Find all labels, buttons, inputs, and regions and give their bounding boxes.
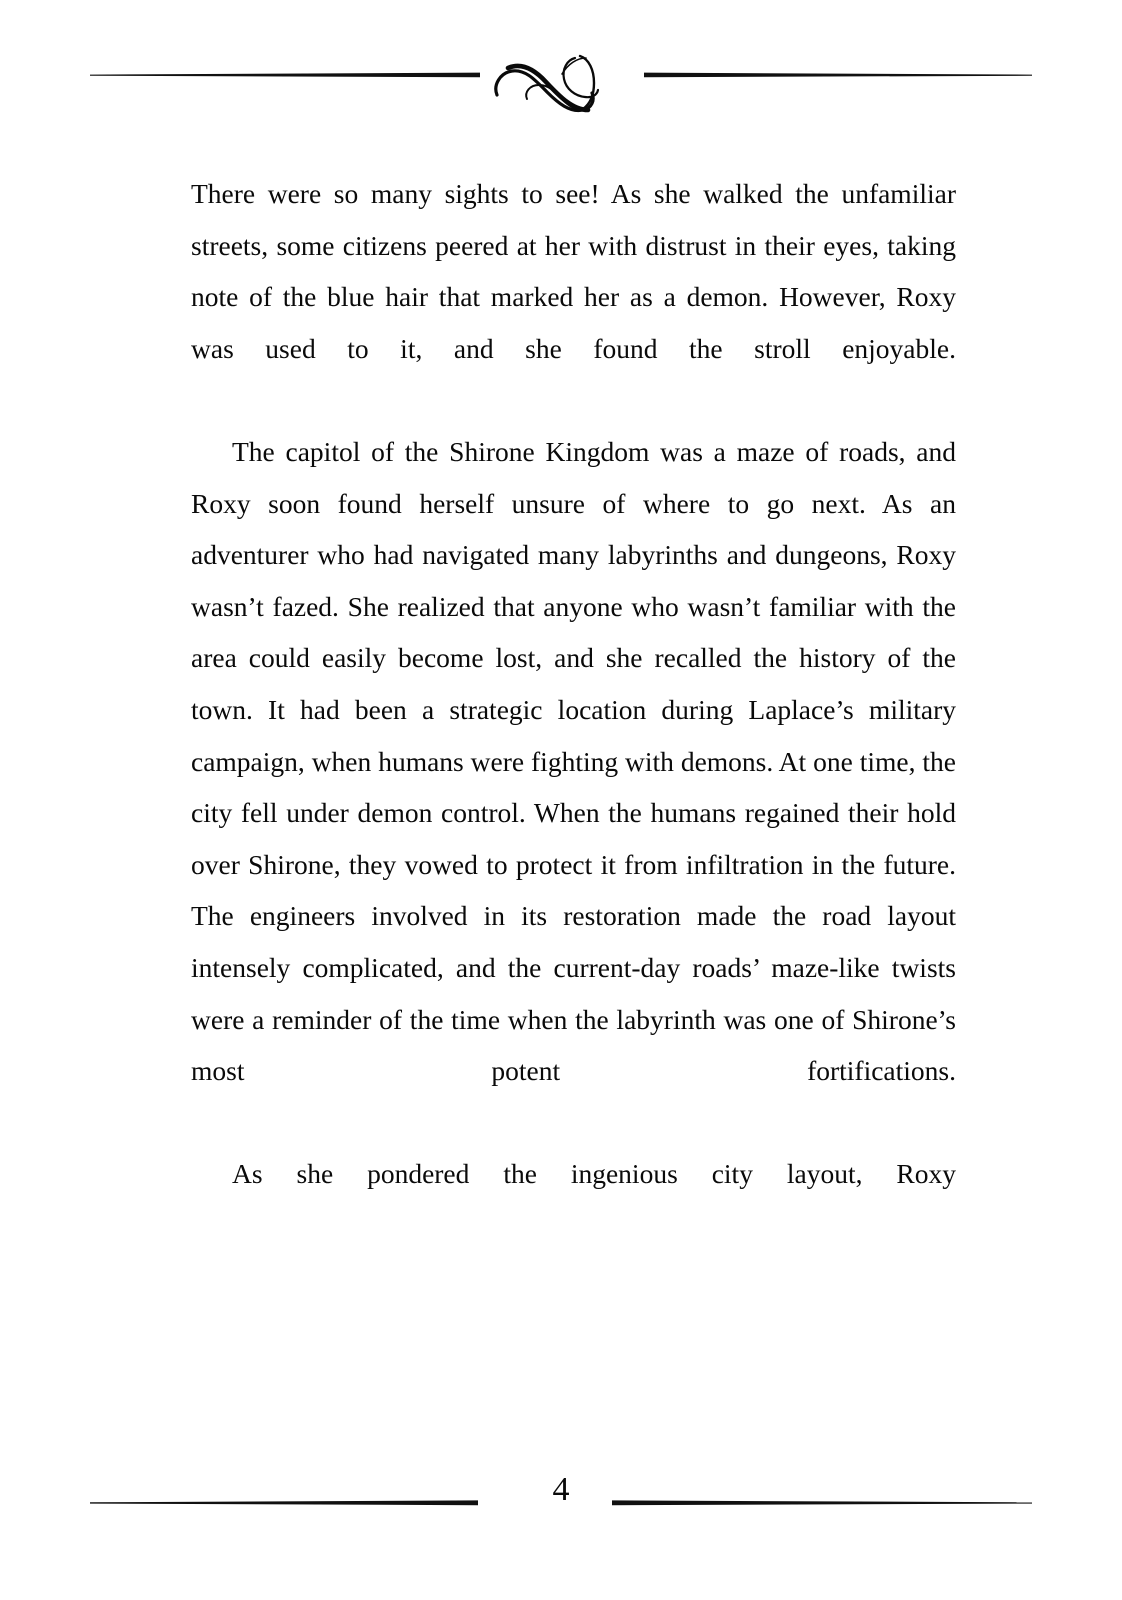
header-ornament [0, 40, 1122, 120]
page-number: 4 [552, 1471, 570, 1508]
header-rule-right [644, 73, 1032, 78]
paragraph-3: As she pondered the ingenious city layout, Roxy [232, 1158, 956, 1190]
paragraph-2: The capitol of the Shirone Kingdom was a maze of roads, and Roxy soon found herself unsure of where to go next. As an adventurer who had navigated many labyrinths and dungeons, Roxy wasn’t fazed. She realized that anyone who wasn’t familiar with the area could easily become lost, and she recalled the history of the town. It had been a strategic location during Laplace’s military campaign, when humans were fighting with demons. At one time, the city fell under demon control. When the humans regained their hold over Shirone, they vowed to protect it from infiltration in the future. The engineers involved in its restoration made the road layout intensely complicated, and the current-day roads’ maze-like twists were a reminder of the time when the labyrinth was one of Shirone’s most potent fortifications. [191, 435, 956, 1087]
paragraph-1: There were so many sights to see! As she walked the unfamiliar streets, some citizens peered at her with distrust in their eyes, taking note of the blue hair that marked her as a demon. However, Roxy was used to it, and she found the stroll enjoyable. [191, 178, 956, 364]
flourish-icon [496, 56, 598, 111]
page-body [191, 168, 956, 1251]
header-rule-left [90, 73, 480, 78]
